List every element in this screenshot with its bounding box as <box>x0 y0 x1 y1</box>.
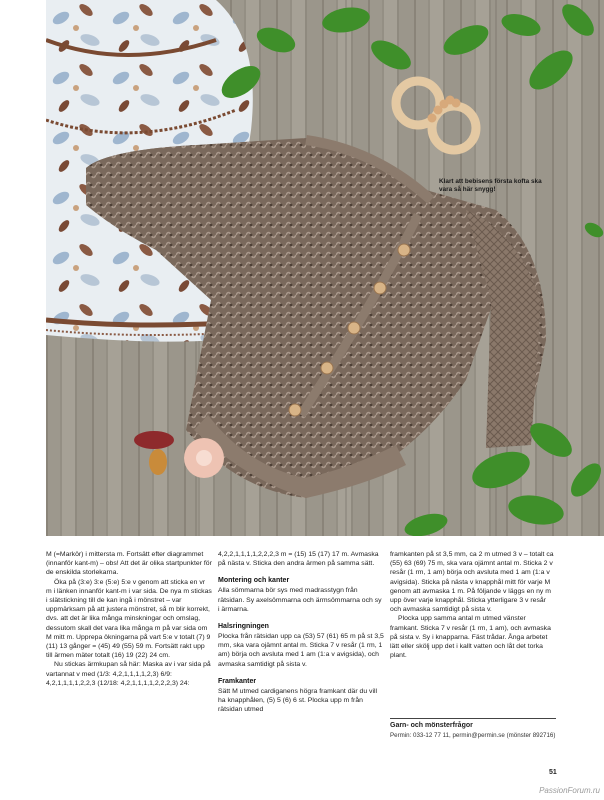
paragraph: framkanten på st 3,5 mm, ca 2 m utmed 3 v – totalt ca (55) 63 (69) 75 m, ska vara ojämnt antal m. Sticka 2 v resår (1 rm, 1 am) börja och avsluta med 1 am (1:a v avigsida). Sticka på nästa v knapphål mitt för varje M genom att avmaska 1 m. På följande v läggs en ny m upp över varje knapphål. Sticka ytterligare 3 v resår och avmaska samtidigt på sista v. <box>390 551 554 614</box>
paragraph: Nu stickas ärmkupan så här: Maska av i var sida på vartannat v med (1/3: 4,2,1,1,1,1,2,3) 6/9: 4,2,1,1,1,1,2,2,3 (12/18: 4,2,1,1,1,1,2,2,2,3) 24: <box>46 661 211 687</box>
section-heading-framkanter: Framkanter <box>218 677 257 685</box>
watermark: PassionForum.ru <box>539 786 600 795</box>
wooden-rattle <box>396 81 476 150</box>
paragraph: Alla sömmarna bör sys med madrasstygn från rätsidan. Sy axelsömmarna och ärmsömmarna och sy i ärmarna. <box>218 587 382 613</box>
photo-illustration <box>46 0 604 536</box>
text-column-1 <box>46 550 212 688</box>
paragraph: Öka på (3:e) 3:e (5:e) 5:e v genom att sticka en vr m i länken innanför kant-m i var sida. De nya m stickas i slätstickning till de kan ingå i mönstret – var uppmärksam på att justera mönstret, så m blir korrekt, dvs. att det är lika många minskningar och omslag, dessutom skall det vara lika många m på var sida om M mitt m. Upprepa ökningarna på vart 5:e v totalt (7) 9 (11) 13 gånger = (45) 49 (55) 59 m. Fortsätt rakt upp till ärmen mäter totalt (16) 19 (22) 24 cm. <box>46 578 212 660</box>
paragraph: 4,2,2,1,1,1,1,2,2,2,3 m = (15) 15 (17) 17 m. Avmaska på nästa v. Sticka den andra ärmen på samma sätt. <box>218 551 379 568</box>
paragraph: Plocka upp samma antal m utmed vänster framkant. Sticka 7 v resår (1 rm, 1 am), och avmaska på sista v. Sy i knapparna. Fäst trådar. Ånga arbetet lätt eller skölj upp det i kallt vatten och låt det torka plant. <box>390 615 551 660</box>
page-number: 51 <box>549 769 557 776</box>
paragraph: M (=Markör) i mittersta m. Fortsätt efter diagrammet (innanför kant-m) – obs! Att det är olika startpunkter för de enskilda storlekarna. <box>46 551 212 577</box>
photo-caption: Klart att bebisens första kofta ska vara så här snygg! <box>439 178 542 194</box>
section-heading-halsringningen: Halsringningen <box>218 623 269 631</box>
text-column-2 <box>218 550 384 714</box>
contact-heading: Garn- och mönsterfrågor <box>390 722 473 729</box>
divider <box>390 718 556 719</box>
text-column-3 <box>390 550 556 660</box>
paragraph: Sätt M utmed cardiganens högra framkant där du vill ha knapphålen, (5) 5 (6) 6 st. Plocka upp m från rätsidan utmed <box>218 687 378 714</box>
paragraph: Plocka från rätsidan upp ca (53) 57 (61) 65 m på st 3,5 mm, ska vara ojämnt antal m. Sticka 7 v resår (1 rm, 1 am) börja och avsluta med 1 am (1:a v avigsida), och avmaska samtidigt på sista v. <box>218 633 384 668</box>
contact-details: Permin: 033-12 77 11, permin@permin.se (mönster 892716) <box>390 732 556 739</box>
section-heading-montering: Montering och kanter <box>218 577 290 585</box>
product-photo <box>46 0 604 536</box>
